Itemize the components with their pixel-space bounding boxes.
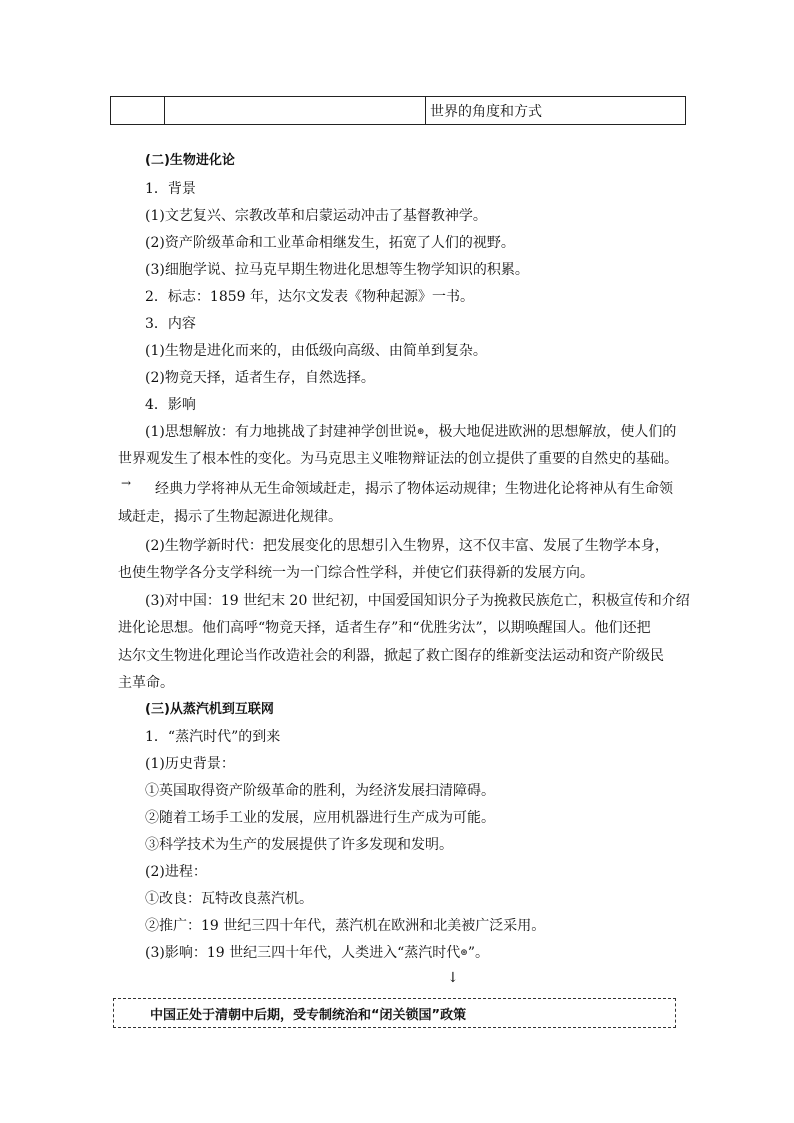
table-row bbox=[111, 97, 686, 125]
paragraph-line bbox=[145, 944, 489, 962]
paragraph-line bbox=[145, 423, 676, 441]
paragraph-line: 2．标志：1859 年，达尔文发表《物种起源》一书。 bbox=[145, 289, 474, 305]
paragraph-line: 进化论思想。他们高呼“物竞天择，适者生存”和“优胜劣汰”，以期唤醒国人。他们还把 bbox=[118, 620, 651, 636]
paragraph-line: ②推广：19 世纪三四十年代，蒸汽机在欧洲和北美被广泛采用。 bbox=[145, 918, 546, 934]
table-cell bbox=[165, 97, 426, 125]
paragraph-line: (2)进程： bbox=[145, 864, 207, 880]
subheading: 1．“蒸汽时代”的到来 bbox=[145, 729, 281, 745]
paragraph-line: 世界观发生了根本性的变化。为马克思主义唯物辩证法的创立提供了重要的自然史的基础。 bbox=[118, 451, 678, 467]
table-cell: 世界的角度和方式 bbox=[426, 97, 686, 125]
paragraph-line: (2)生物学新时代：把发展变化的思想引入生物界，这不仅丰富、发展了生物学本身， bbox=[145, 538, 669, 554]
table-cell bbox=[111, 97, 165, 125]
note-box-text: 中国正处于清朝中后期，受专制统治和“闭关锁国”政策 bbox=[150, 1008, 467, 1023]
text-span: (1)思想解放：有力地挑战了封建神学创世说 bbox=[145, 424, 417, 440]
paragraph-line: (3)对中国：19 世纪末 20 世纪初，中国爱国知识分子为挽救民族危亡，积极宣传和介绍 bbox=[145, 593, 690, 609]
paragraph-line: 也使生物学各分支学科统一为一门综合性学科，并使它们获得新的发展方向。 bbox=[118, 565, 594, 581]
paragraph-line: (1)文艺复兴、宗教改革和启蒙运动冲击了基督教神学。 bbox=[145, 208, 487, 224]
note-line: 域赶走，揭示了生物起源进化规律。 bbox=[118, 509, 342, 525]
paragraph-line: ③科学技术为生产的发展提供了许多发现和发明。 bbox=[145, 837, 453, 853]
subheading: 3．内容 bbox=[145, 316, 196, 332]
paragraph-line: 达尔文生物进化理论当作改造社会的利器，掀起了救亡图存的维新变法运动和资产阶级民 bbox=[118, 648, 664, 664]
paragraph-line: ②随着工场手工业的发展，应用机器进行生产成为可能。 bbox=[145, 810, 495, 826]
subheading: 1．背景 bbox=[145, 181, 196, 197]
text-span: ”。 bbox=[467, 945, 489, 961]
paragraph-line: ①改良：瓦特改良蒸汽机。 bbox=[145, 891, 313, 907]
section-heading: (三)从蒸汽机到互联网 bbox=[145, 702, 274, 717]
text-span: (3)影响：19 世纪三四十年代，人类进入“蒸汽时代 bbox=[145, 945, 461, 961]
paragraph-line: (2)资产阶级革命和工业革命相继发生，拓宽了人们的视野。 bbox=[145, 235, 515, 251]
paragraph-line: ①英国取得资产阶级革命的胜利，为经济发展扫清障碍。 bbox=[145, 783, 495, 799]
text-span: ，极大地促进欧洲的思想解放，使人们的 bbox=[424, 424, 677, 440]
section-heading: (二)生物进化论 bbox=[145, 153, 235, 168]
paragraph-line: 主革命。 bbox=[118, 675, 174, 691]
down-arrow-icon: ↓ bbox=[447, 970, 459, 986]
note-line: 经典力学将神从无生命领域赶走，揭示了物体运动规律；生物进化论将神从有生命领 bbox=[155, 481, 673, 497]
circle-note-icon: ⊛ bbox=[416, 427, 425, 437]
paragraph-line: (1)历史背景： bbox=[145, 756, 235, 772]
paragraph-line: (1)生物是进化而来的，由低级向高级、由简单到复杂。 bbox=[145, 343, 487, 359]
subheading: 4．影响 bbox=[145, 397, 196, 413]
note-arrow-icon: → bbox=[121, 476, 132, 490]
circle-note-icon: ⊛ bbox=[460, 948, 468, 958]
top-table bbox=[110, 96, 686, 125]
paragraph-line: (2)物竞天择，适者生存，自然选择。 bbox=[145, 370, 375, 386]
paragraph-line: (3)细胞学说、拉马克早期生物进化思想等生物学知识的积累。 bbox=[145, 262, 529, 278]
